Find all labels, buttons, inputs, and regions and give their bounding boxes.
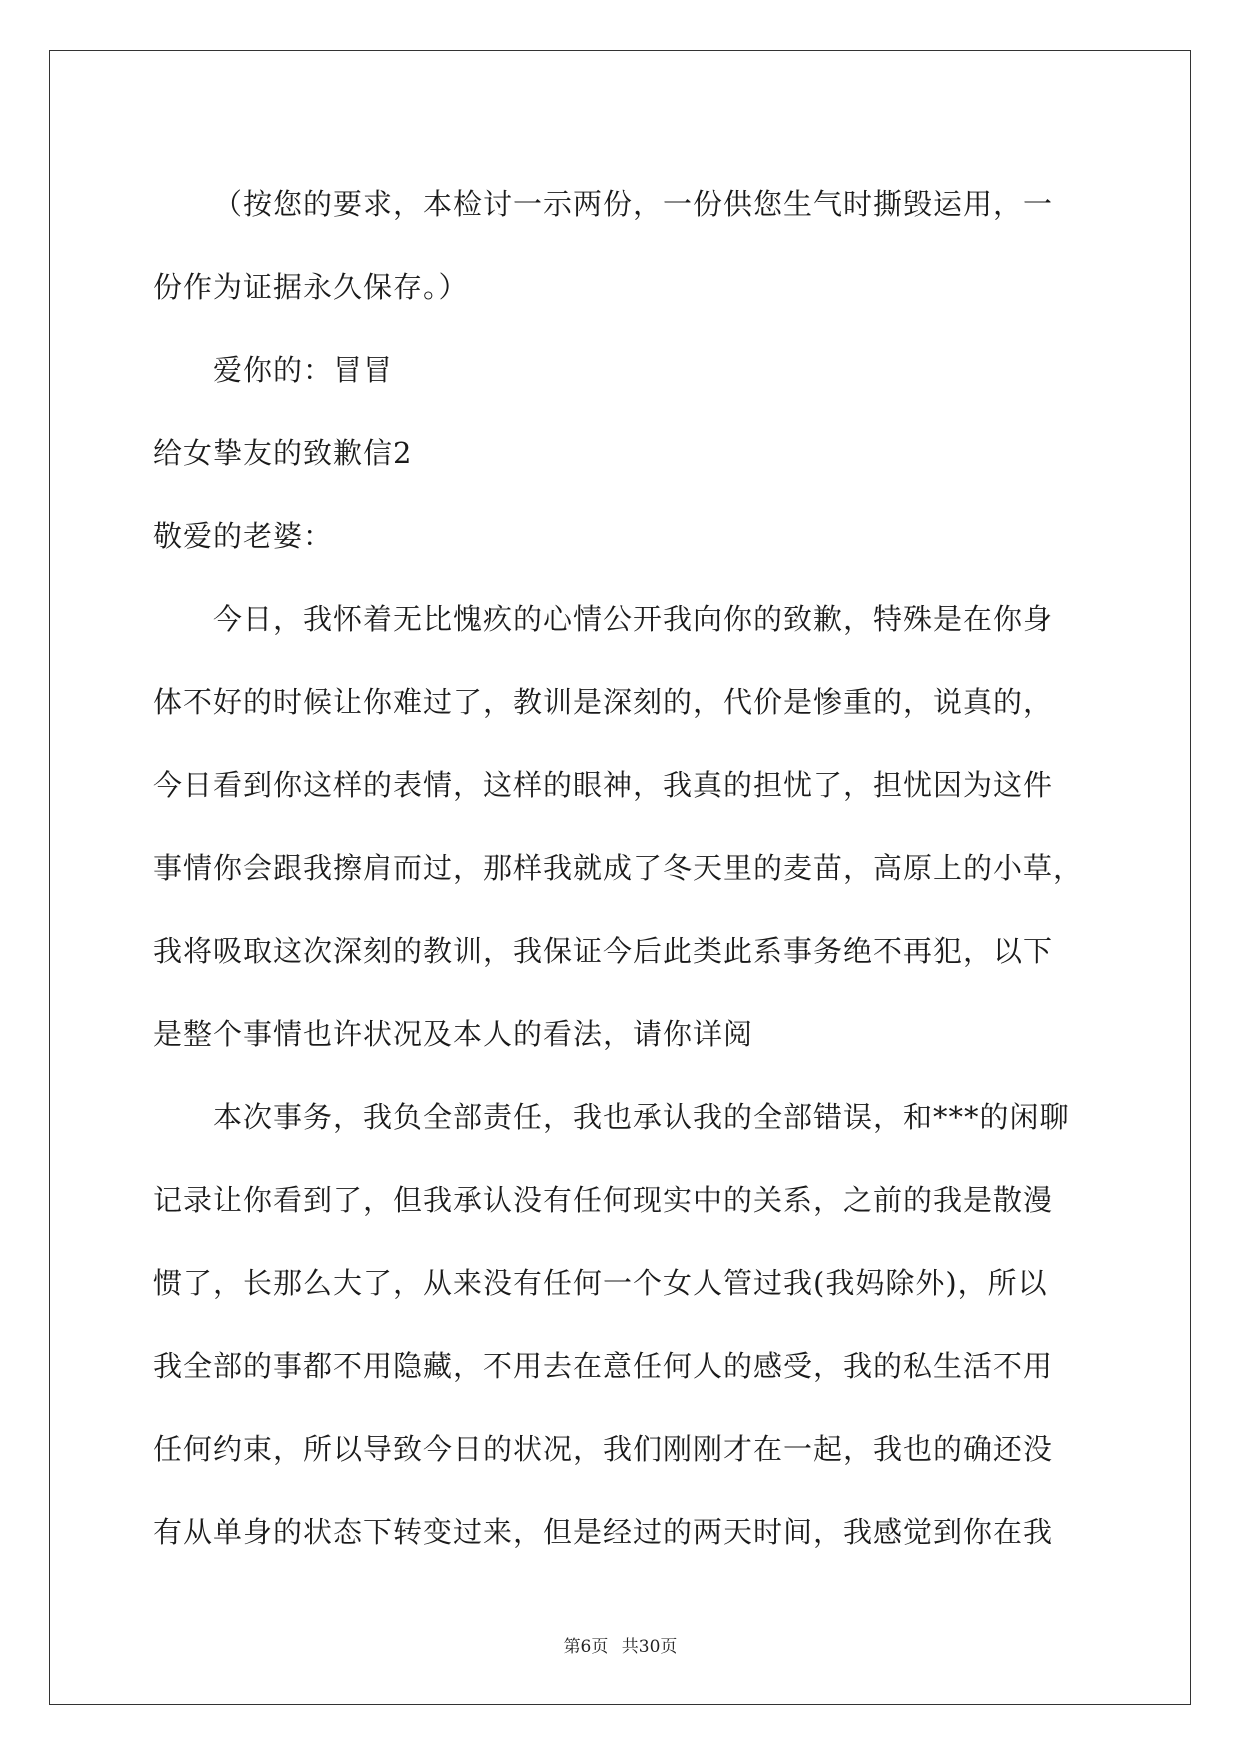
text-line: 有从单身的状态下转变过来，但是经过的两天时间，我感觉到你在我 <box>153 1515 1054 1549</box>
text-line: （按您的要求，本检讨一示两份，一份供您生气时撕毁运用，一 <box>213 187 1054 221</box>
text-line: 我全部的事都不用隐藏，不用去在意任何人的感受，我的私生活不用 <box>153 1349 1054 1383</box>
text-line: 事情你会跟我擦肩而过，那样我就成了冬天里的麦苗，高原上的小草， <box>153 851 1084 885</box>
text-line: 记录让你看到了，但我承认没有任何现实中的关系，之前的我是散漫 <box>153 1183 1054 1217</box>
text-line: 体不好的时候让你难过了，教训是深刻的，代价是惨重的，说真的， <box>153 685 1054 719</box>
page-total: 共30页 <box>621 1637 678 1657</box>
text-line: 今日看到你这样的表情，这样的眼神，我真的担忧了，担忧因为这件 <box>153 768 1054 802</box>
text-line: 份作为证据永久保存。） <box>153 270 469 304</box>
section-heading: 给女挚友的致歉信2 <box>153 436 413 470</box>
page-number: 第6页 <box>563 1637 609 1657</box>
text-line: 任何约束，所以导致今日的状况，我们刚刚才在一起，我也的确还没 <box>153 1432 1054 1466</box>
text-line: 惯了，长那么大了，从来没有任何一个女人管过我(我妈除外)，所以 <box>153 1266 1048 1300</box>
text-line: 今日，我怀着无比愧疚的心情公开我向你的致歉，特殊是在你身 <box>213 602 1054 636</box>
page-footer <box>0 1632 1241 1657</box>
document-body <box>153 163 1123 1574</box>
signature-line: 爱你的：冒冒 <box>213 353 394 387</box>
salutation: 敬爱的老婆： <box>153 519 334 553</box>
text-line: 我将吸取这次深刻的教训，我保证今后此类此系事务绝不再犯，以下 <box>153 934 1054 968</box>
text-line: 本次事务，我负全部责任，我也承认我的全部错误，和***的闲聊 <box>213 1100 1070 1134</box>
text-line: 是整个事情也许状况及本人的看法，请你详阅 <box>153 1017 754 1051</box>
